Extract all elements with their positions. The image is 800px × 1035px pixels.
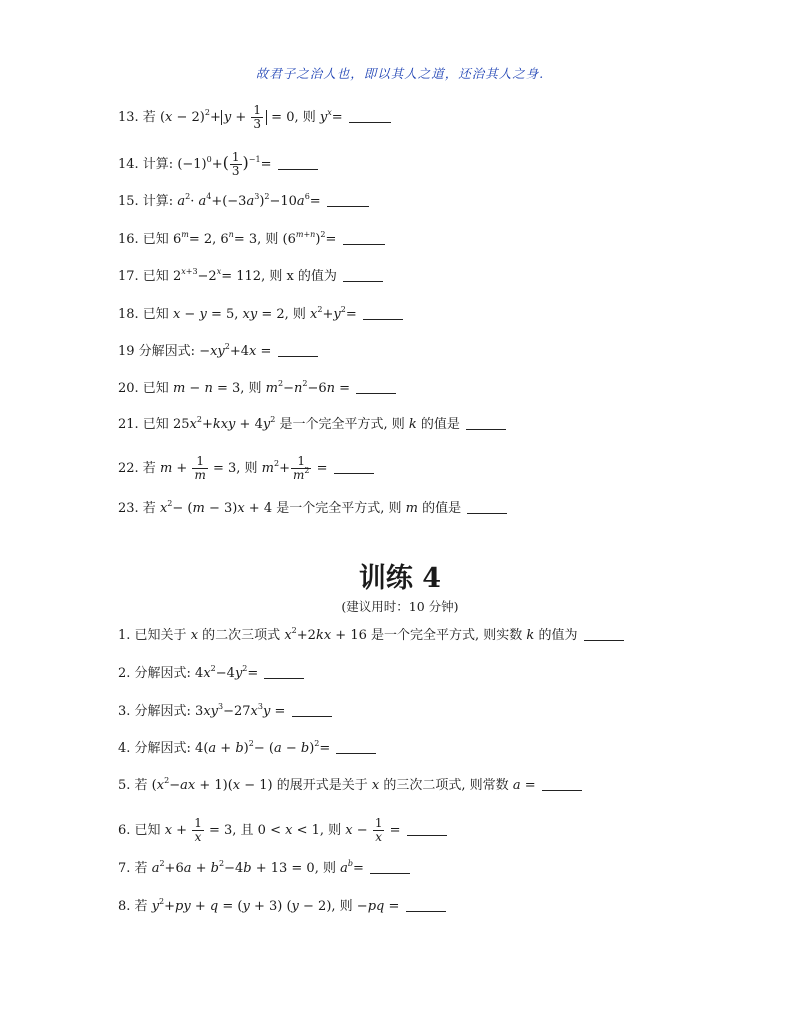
question-text: 是一个完全平方式, 则 (276, 501, 402, 516)
answer-blank[interactable] (343, 269, 383, 282)
answer-blank[interactable] (336, 741, 376, 754)
question-14: 14. 计算: $(-1)^0+$( $\frac{1}{3}$ )$^{-1}$= (118, 151, 318, 178)
question-15: 15. 计算: $a^2\cdot a^4+(-3a^3)^2-10a^6=$ (118, 193, 369, 211)
question-label: 1. 已知关于 (118, 628, 187, 643)
question-label: 2. 分解因式: (118, 666, 191, 681)
question-label: 18. 已知 (118, 307, 169, 322)
answer-blank[interactable] (278, 344, 318, 357)
question-label: 8. 若 (118, 899, 148, 914)
answer-blank[interactable] (542, 778, 582, 791)
question-label: 5. 若 (118, 778, 148, 793)
section-subtitle: (建议用时：10 分钟) (341, 599, 459, 614)
fraction: $\frac{1}{m^2}$ (293, 454, 310, 482)
question-text: , 则 (331, 899, 353, 914)
fraction: $\frac{1}{x}$ (194, 816, 202, 844)
answer-blank[interactable] (407, 823, 447, 836)
answer-blank[interactable] (467, 501, 507, 514)
question-text: , 且 (232, 823, 254, 838)
answer-blank[interactable] (363, 307, 403, 320)
question-text: 是一个完全平方式, 则实数 (371, 628, 523, 643)
question-label: 23. 若 (118, 501, 156, 516)
question-label: 7. 若 (118, 861, 148, 876)
question-text: , 则 (319, 823, 342, 838)
question-label: 19 分解因式: (118, 344, 196, 359)
question-label: 15. 计算: (118, 194, 174, 209)
header-motto: 故君子之治人也，即以其人之道，还治其人之身. (255, 66, 545, 81)
question-label: 3. 分解因式: (118, 704, 191, 719)
question-text: 的值是 (422, 501, 462, 516)
section-title: 训练 4 (358, 563, 442, 594)
question-text: 是一个完全平方式, 则 (279, 417, 405, 432)
answer-blank[interactable] (584, 628, 624, 641)
question-7: 7. 若 $a^2+6a + b^2-4b + 13 = 0$, 则 $a^b=$ (118, 860, 410, 878)
answer-blank[interactable] (356, 381, 396, 394)
question-22: 22. 若 m + $\frac{1}{m}$ = 3, 则 $m^2+$ $\frac{1}{m^2}$ = (118, 455, 374, 482)
answer-blank[interactable] (370, 861, 410, 874)
question-18: 18. 已知 x − y = 5, xy = 2, 则 $x^2+y^2=$ (118, 306, 403, 324)
question-label: 6. 已知 (118, 823, 161, 838)
question-label: 22. 若 (118, 461, 156, 476)
question-17: 17. 已知 $2^{x+3}-2^x= 112$, 则 x 的值为 (118, 268, 383, 286)
question-text: 的值是 (420, 417, 460, 432)
question-text: 的展开式是关于 (276, 778, 368, 793)
fraction: $\frac{1}{3}$ (253, 103, 262, 131)
question-1: 1. 已知关于 x 的二次三项式 $x^2+2kx + 16$ 是一个完全平方式, 则实数 k 的值为 (118, 627, 624, 645)
question-label: 4. 分解因式: (118, 741, 191, 756)
question-label: 13. 若 (118, 110, 156, 125)
question-5: 5. 若 $(x^2-ax + 1)(x - 1)$ 的展开式是关于 x 的三次二项式, 则常数 a = (118, 777, 582, 795)
question-6: 6. 已知 x + $\frac{1}{x}$ = 3, 且 0 < x < 1, 则 x − $\frac{1}{x}$ = (118, 817, 447, 844)
fraction: $\frac{1}{x}$ (374, 816, 383, 844)
question-2: 2. 分解因式: $4x^2-4y^2=$ (118, 665, 304, 683)
question-label: 17. 已知 (118, 269, 169, 284)
question-text: 的二次三项式 (202, 628, 281, 643)
question-text: , 则 x 的值为 (261, 269, 337, 284)
answer-blank[interactable] (466, 417, 506, 430)
answer-blank[interactable] (327, 194, 369, 207)
answer-blank[interactable] (278, 157, 318, 170)
question-label: 21. 已知 (118, 417, 169, 432)
answer-blank[interactable] (334, 461, 374, 474)
question-text: 的三次二项式, 则常数 (383, 778, 509, 793)
question-text: 的值为 (538, 628, 578, 643)
answer-blank[interactable] (406, 899, 446, 912)
question-20: 20. 已知 m − n = 3, 则 $m^2-n^2-6n$ = (118, 380, 396, 398)
question-3: 3. 分解因式: $3xy^3-27x^3y$ = (118, 703, 332, 721)
question-label: 16. 已知 (118, 232, 169, 247)
question-8: 8. 若 $y^2+py + q = (y + 3) (y - 2)$, 则 −pq = (118, 898, 446, 916)
question-text: , 则 (314, 861, 336, 876)
answer-blank[interactable] (264, 666, 304, 679)
fraction: $\frac{1}{m}$ (194, 454, 206, 482)
question-23: 23. 若 $x^2- (m - 3)x + 4$ 是一个完全平方式, 则 m 的值是 (118, 500, 507, 518)
answer-blank[interactable] (343, 232, 385, 245)
question-21: 21. 已知 $25x^2+kxy + 4y^2$ 是一个完全平方式, 则 k 的值是 (118, 416, 506, 434)
fraction: $\frac{1}{3}$ (231, 150, 240, 178)
question-label: 14. 计算: (118, 157, 174, 172)
question-label: 20. 已知 (118, 381, 169, 396)
answer-blank[interactable] (349, 110, 391, 123)
question-19: 19 分解因式: $-xy^2+4x$ = (118, 343, 318, 361)
question-4: 4. 分解因式: $4(a + b)^2- (a - b)^2=$ (118, 740, 376, 758)
question-16: 16. 已知 $6^m= 2$, $6^n= 3$, 则 $(6^{m+n})^2=$ (118, 231, 385, 249)
answer-blank[interactable] (292, 704, 332, 717)
question-13: 13. 若 $(x - 2)^2+ y$ + $\frac{1}{3}$ = 0, 则 $y^x=$ (118, 104, 391, 131)
